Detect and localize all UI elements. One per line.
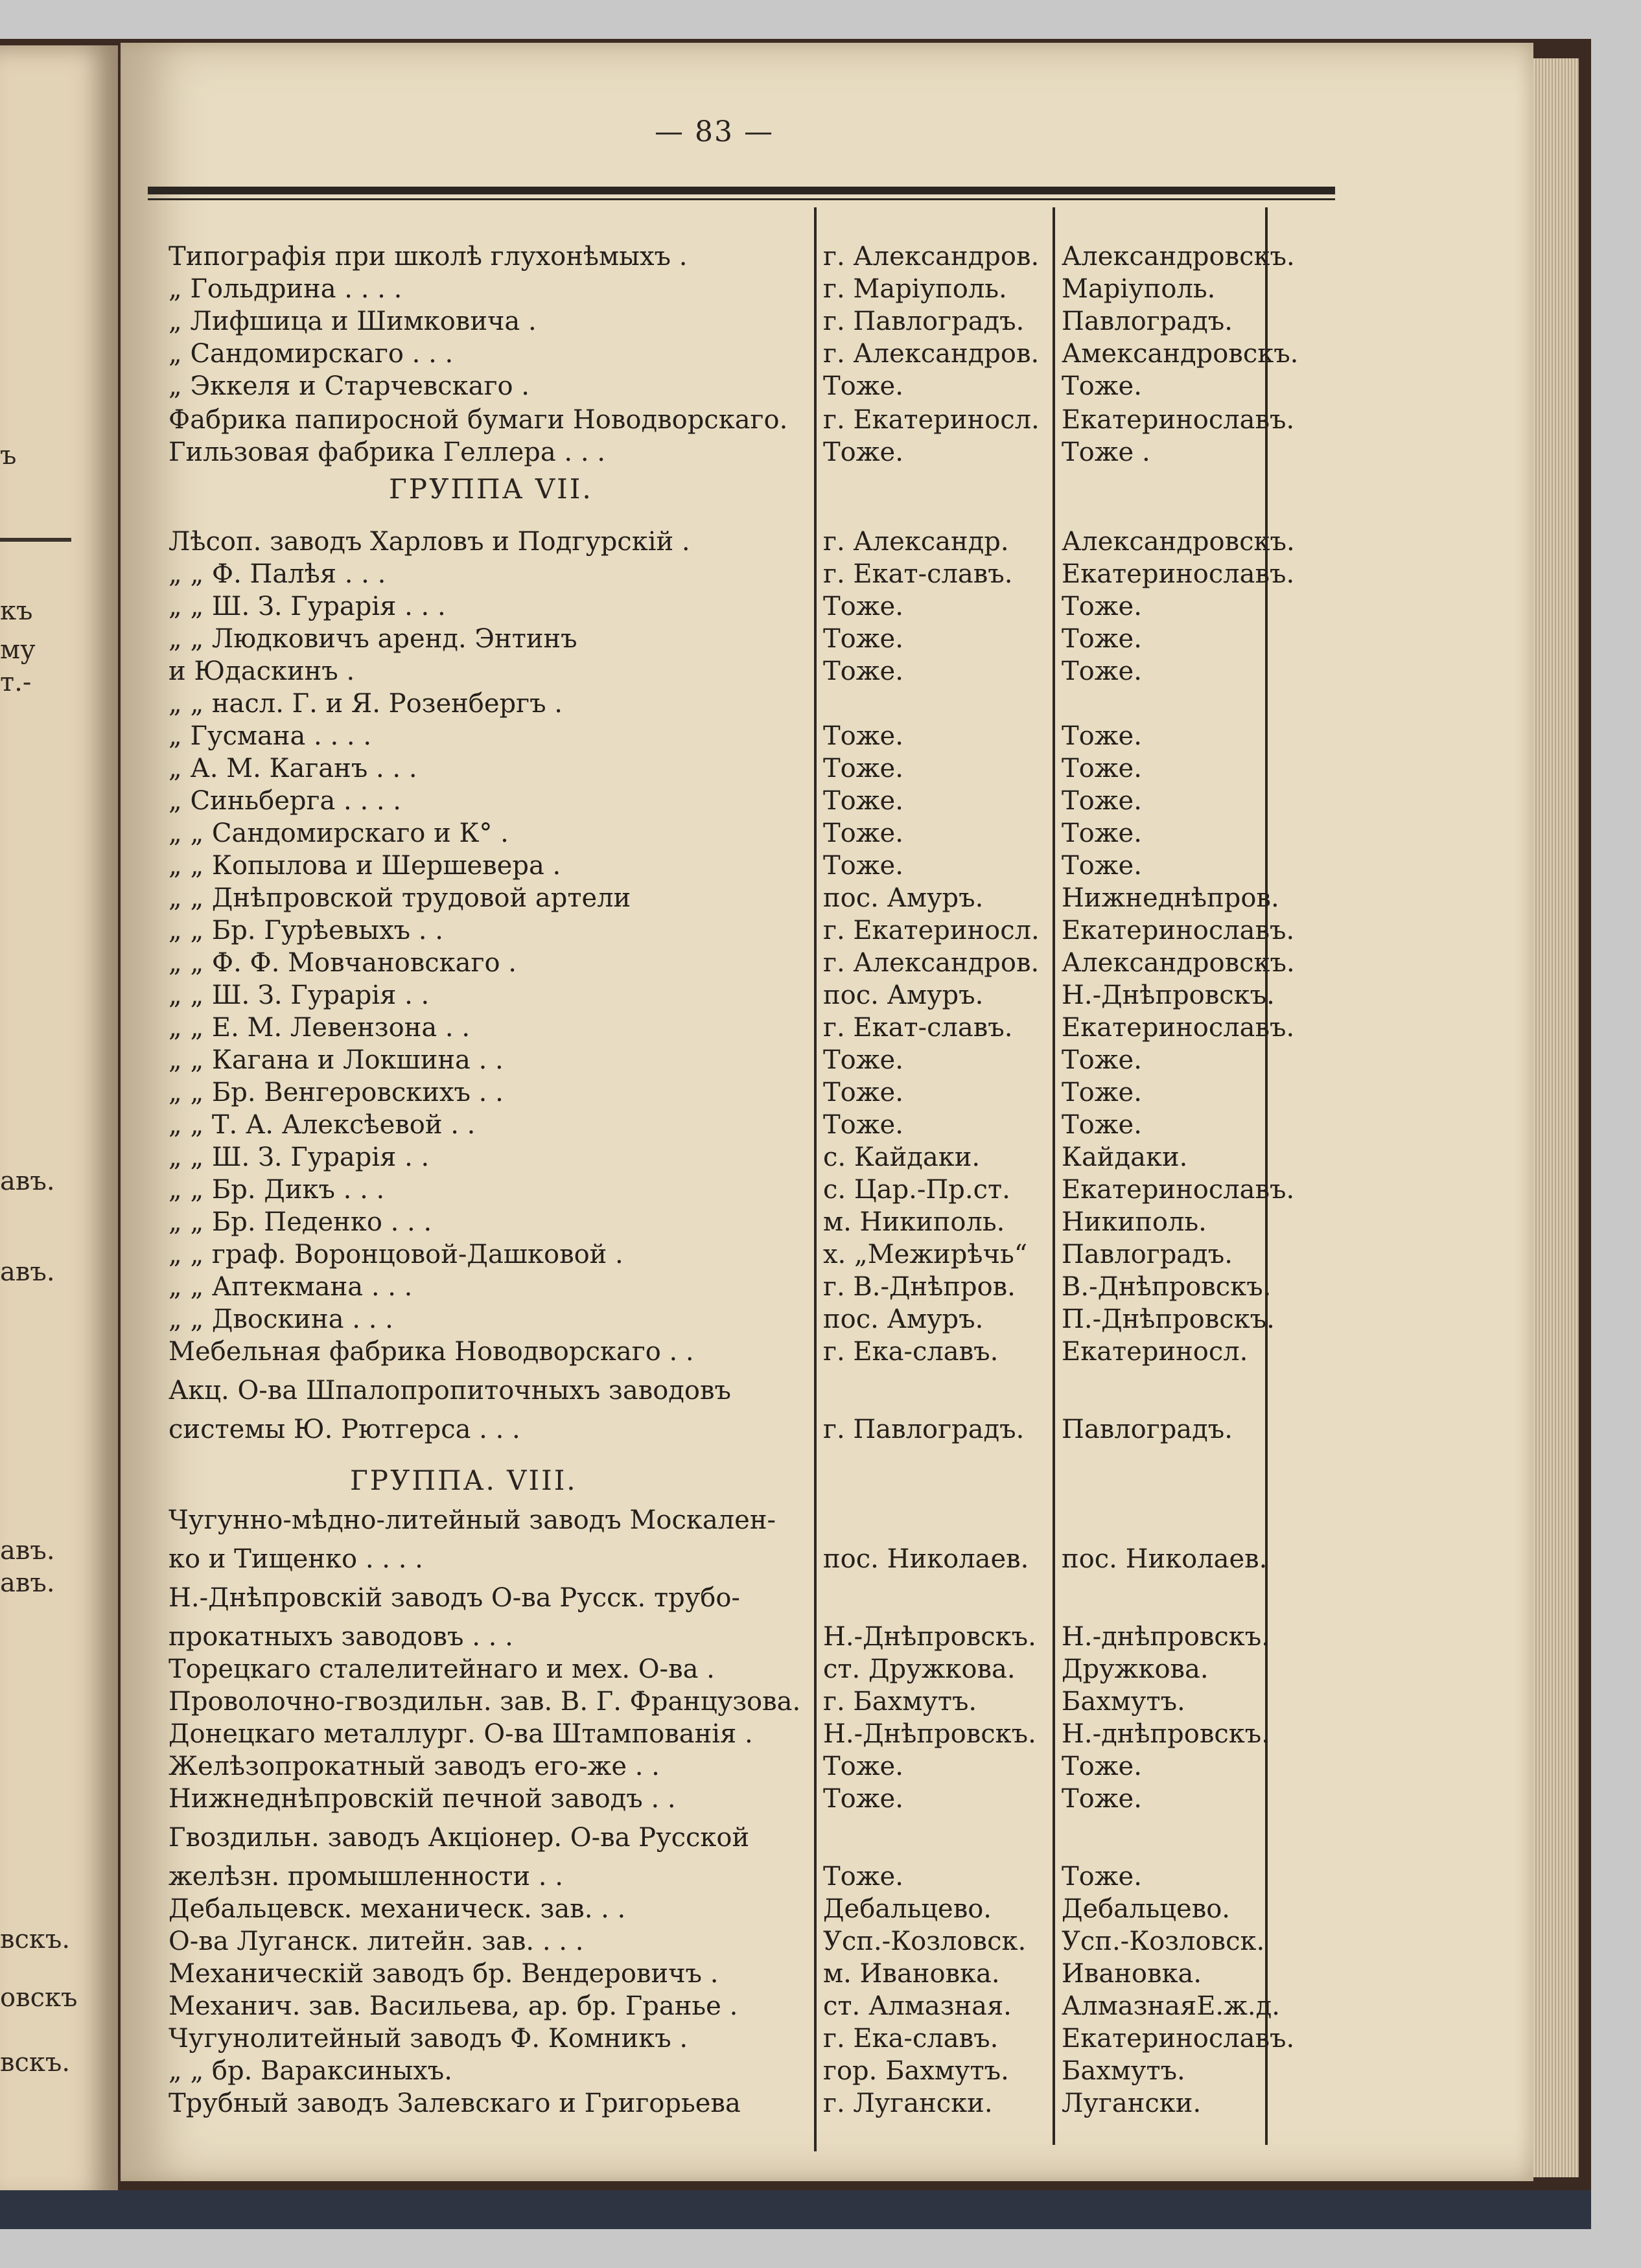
table-cell-district: Тоже. (1062, 624, 1142, 654)
table-cell-district: Екатеринославъ. (1062, 559, 1295, 589)
table-cell-location: м. Никиполь. (823, 1207, 1005, 1237)
table-cell-district: В.-Днѣпровскъ. (1062, 1272, 1272, 1302)
table-cell-location: г. Александров. (823, 948, 1040, 978)
table-cell-district: Кайдаки. (1062, 1142, 1188, 1172)
table-cell-entity-name: „ „ Е. М. Левензона . . (169, 1013, 471, 1043)
table-cell-district: Нижнеднѣпров. (1062, 883, 1279, 913)
table-cell-location: пос. Амуръ. (823, 1304, 984, 1334)
table-cell-entity-name: „ Лифшица и Шимковича . (169, 307, 537, 336)
table-cell-location: Усп.-Козловск. (823, 1927, 1027, 1956)
table-cell-district: Тоже . (1062, 437, 1150, 467)
table-cell-entity-name: и Юдаскинъ . (169, 656, 355, 686)
table-cell-entity-name: Лѣсоп. заводъ Харловъ и Подгурскій . (169, 527, 690, 557)
table-cell-location: Тоже. (823, 437, 903, 467)
table-cell-district: Н.-Днѣпровскъ. (1062, 980, 1275, 1010)
table-cell-location: пос. Николаев. (823, 1544, 1029, 1574)
table-cell-district: Тоже. (1062, 754, 1142, 783)
table-cell-entity-name: „ Гольдрина . . . . (169, 274, 402, 304)
table-cell-district: Екатеринославъ. (1062, 2024, 1295, 2054)
table-cell-location: ст. Дружкова. (823, 1654, 1016, 1684)
table-cell-entity-name: Фабрика папиросной бумаги Новодворскаго. (169, 405, 788, 435)
table-cell-district: Бахмутъ. (1062, 2056, 1185, 2086)
table-cell-location: Тоже. (823, 851, 903, 881)
table-cell-location: г. Лугански. (823, 2089, 993, 2118)
table-cell-entity-name: Мебельная фабрика Новодворскаго . . (169, 1337, 694, 1367)
table-cell-district: Маріуполь. (1062, 274, 1216, 304)
table-cell-entity-name: Дебальцевск. механическ. зав. . . (169, 1894, 626, 1924)
table-cell-district: Амександровскъ. (1062, 339, 1299, 369)
table-cell-location: г. Маріуполь. (823, 274, 1007, 304)
table-cell-entity-name: Трубный заводъ Залевскаго и Григорьева (169, 2089, 741, 2118)
table-cell-district: Тоже. (1062, 371, 1142, 401)
book-cloth (0, 2190, 1591, 2229)
table-cell-location: Н.-Днѣпровскъ. (823, 1719, 1036, 1749)
table-cell-district: Екатеринославъ. (1062, 1175, 1295, 1205)
table-cell-entity-name: „ „ Двоскина . . . (169, 1304, 393, 1334)
left-fragment: овскъ (0, 1983, 78, 2013)
table-cell-entity-name: „ „ граф. Воронцовой-Дашковой . (169, 1240, 623, 1269)
table-cell-location: с. Кайдаки. (823, 1142, 981, 1172)
table-cell-entity-name: „ „ Бр. Гурѣевыхъ . . (169, 916, 443, 945)
table-cell-location: г. Екат-славъ. (823, 1013, 1013, 1043)
table-cell-entity-name: „ „ Ф. Палѣя . . . (169, 559, 386, 589)
table-cell-district: Тоже. (1062, 1078, 1142, 1107)
table-cell-entity-name: прокатныхъ заводовъ . . . (169, 1622, 513, 1652)
table-cell-district: Екатериносл. (1062, 1337, 1248, 1367)
table-cell-entity-name: Механич. зав. Васильева, ар. бр. Гранье . (169, 1991, 738, 2021)
table-cell-entity-name: „ „ Сандомирскаго и К° . (169, 818, 509, 848)
header-rule (148, 187, 1335, 194)
left-fragment: ъ (0, 441, 17, 470)
table-cell-district: П.-Днѣпровскъ. (1062, 1304, 1275, 1334)
table-cell-district: пос. Николаев. (1062, 1544, 1268, 1574)
table-cell-district: Екатеринославъ. (1062, 916, 1295, 945)
table-cell-district: Тоже. (1062, 1862, 1142, 1892)
table-cell-location: Тоже. (823, 721, 903, 751)
table-cell-location: Тоже. (823, 786, 903, 816)
table-cell-entity-name: Механическій заводъ бр. Вендеровичъ . (169, 1959, 719, 1989)
table-cell-district: Тоже. (1062, 851, 1142, 881)
group-7-heading: ГРУППА VII. (389, 473, 593, 505)
table-cell-location: м. Ивановка. (823, 1959, 1000, 1989)
table-cell-entity-name: Типографія при школѣ глухонѣмыхъ . (169, 242, 688, 272)
column-divider-1 (814, 207, 817, 2151)
left-fragment: му (0, 635, 36, 665)
table-cell-district: Дружкова. (1062, 1654, 1209, 1684)
table-cell-entity-name: „ „ Кагана и Локшина . . (169, 1045, 504, 1075)
table-cell-entity-name: „ „ Бр. Дикъ . . . (169, 1175, 385, 1205)
table-cell-entity-name: „ „ Копылова и Шершевера . (169, 851, 561, 881)
table-cell-district: Никиполь. (1062, 1207, 1207, 1237)
table-cell-location: Тоже. (823, 1862, 903, 1892)
table-cell-entity-name: Желѣзопрокатный заводъ его-же . . (169, 1752, 660, 1781)
table-cell-district: Усп.-Козловск. (1062, 1927, 1265, 1956)
table-cell-location: г. Александров. (823, 339, 1040, 369)
table-cell-location: Тоже. (823, 371, 903, 401)
table-cell-entity-name: „ Синьберга . . . . (169, 786, 402, 816)
table-cell-district: Тоже. (1062, 1045, 1142, 1075)
table-cell-entity-name: Гвоздильн. заводъ Акціонер. О-ва Русской (169, 1823, 750, 1853)
table-cell-district: Дебальцево. (1062, 1894, 1231, 1924)
table-cell-district: Тоже. (1062, 721, 1142, 751)
table-cell-location: пос. Амуръ. (823, 883, 984, 913)
table-cell-entity-name: системы Ю. Рютгерса . . . (169, 1415, 520, 1444)
table-cell-location: Дебальцево. (823, 1894, 992, 1924)
table-cell-district: Лугански. (1062, 2089, 1202, 2118)
table-cell-location: Тоже. (823, 592, 903, 621)
table-cell-entity-name: „ Эккеля и Старчевскаго . (169, 371, 530, 401)
left-fragment: т.- (0, 667, 32, 697)
table-cell-entity-name: Акц. О-ва Шпалопропиточныхъ заводовъ (169, 1376, 731, 1406)
table-cell-entity-name: „ „ Днѣпровской трудовой артели (169, 883, 631, 913)
left-fragment: авъ. (0, 1536, 55, 1566)
table-cell-district: Н.-днѣпровскъ. (1062, 1719, 1270, 1749)
table-cell-district: Александровскъ. (1062, 527, 1295, 557)
left-page-edge (0, 45, 118, 2203)
table-cell-entity-name: „ „ Т. А. Алексѣевой . . (169, 1110, 476, 1140)
table-cell-location: г. Бахмутъ. (823, 1687, 977, 1717)
table-cell-entity-name: ко и Тищенко . . . . (169, 1544, 423, 1574)
table-cell-district: Александровскъ. (1062, 242, 1295, 272)
left-fragment: къ (0, 596, 33, 626)
table-cell-entity-name: Торецкаго сталелитейнаго и мех. О-ва . (169, 1654, 715, 1684)
left-fragment: вскъ. (0, 1925, 71, 1954)
table-cell-entity-name: Проволочно-гвоздильн. зав. В. Г. Французова. (169, 1687, 801, 1717)
table-cell-entity-name: Донецкаго металлург. О-ва Штампованія . (169, 1719, 753, 1749)
table-cell-entity-name: „ А. М. Каганъ . . . (169, 754, 417, 783)
table-cell-location: пос. Амуръ. (823, 980, 984, 1010)
table-cell-district: Екатеринославъ. (1062, 405, 1295, 435)
table-cell-district: Н.-днѣпровскъ. (1062, 1622, 1270, 1652)
table-cell-district: Александровскъ. (1062, 948, 1295, 978)
table-cell-location: г. Александр. (823, 527, 1009, 557)
column-divider-2 (1053, 207, 1055, 2145)
table-cell-district: Бахмутъ. (1062, 1687, 1185, 1717)
table-cell-entity-name: „ „ бр. Варакcиныхъ. (169, 2056, 452, 2086)
left-fragment: авъ. (0, 1257, 55, 1287)
table-cell-district: Екатеринославъ. (1062, 1013, 1295, 1043)
table-cell-entity-name: Гильзовая фабрика Геллера . . . (169, 437, 606, 467)
table-cell-district: Тоже. (1062, 1752, 1142, 1781)
table-cell-entity-name: „ „ Бр. Венгеровскихъ . . (169, 1078, 504, 1107)
table-cell-location: г. Екатериносл. (823, 405, 1040, 435)
table-cell-entity-name: „ Сандомирскаго . . . (169, 339, 454, 369)
table-cell-entity-name: Н.-Днѣпровскій заводъ О-ва Русск. трубо- (169, 1583, 740, 1613)
table-cell-location: г. Екатериносл. (823, 916, 1040, 945)
table-cell-district: Павлоградъ. (1062, 1415, 1233, 1444)
left-fragment: авъ. (0, 1166, 55, 1196)
table-cell-location: г. Ека-славъ. (823, 1337, 999, 1367)
table-cell-entity-name: желѣзн. промышленности . . (169, 1862, 563, 1892)
table-cell-location: Н.-Днѣпровскъ. (823, 1622, 1036, 1652)
table-cell-location: Тоже. (823, 754, 903, 783)
table-cell-district: Ивановка. (1062, 1959, 1202, 1989)
left-rule (0, 538, 71, 542)
table-cell-district: Тоже. (1062, 786, 1142, 816)
table-cell-location: г. Александров. (823, 242, 1040, 272)
left-fragment: авъ. (0, 1568, 55, 1598)
table-cell-location: с. Цар.-Пр.ст. (823, 1175, 1010, 1205)
table-cell-entity-name: Нижнеднѣпровскій печной заводъ . . (169, 1784, 676, 1814)
table-cell-location: Тоже. (823, 1078, 903, 1107)
table-cell-entity-name: „ „ Ш. З. Гурарія . . (169, 1142, 430, 1172)
table-cell-entity-name: Чугунолитейный заводъ Ф. Комникъ . (169, 2024, 688, 2054)
table-cell-entity-name: Чугунно-мѣдно-литейный заводъ Москален- (169, 1505, 776, 1535)
table-cell-location: Тоже. (823, 1752, 903, 1781)
table-cell-entity-name: „ „ Ш. З. Гурарія . . (169, 980, 430, 1010)
table-cell-location: Тоже. (823, 1784, 903, 1814)
table-cell-entity-name: „ „ Аптекмана . . . (169, 1272, 413, 1302)
table-cell-entity-name: „ Гусмана . . . . (169, 721, 372, 751)
table-cell-location: г. Екат-славъ. (823, 559, 1013, 589)
table-cell-district: Павлоградъ. (1062, 307, 1233, 336)
table-cell-entity-name: „ „ Людковичъ аренд. Энтинъ (169, 624, 577, 654)
table-cell-location: гор. Бахмутъ. (823, 2056, 1009, 2086)
table-cell-location: г. В.-Днѣпров. (823, 1272, 1016, 1302)
table-cell-location: Тоже. (823, 818, 903, 848)
page-number: — 83 — (655, 115, 774, 148)
table-cell-district: Павлоградъ. (1062, 1240, 1233, 1269)
header-rule-thin (148, 198, 1335, 200)
table-cell-location: Тоже. (823, 624, 903, 654)
table-cell-location: Тоже. (823, 1045, 903, 1075)
table-cell-location: г. Павлоградъ. (823, 1415, 1025, 1444)
table-cell-entity-name: „ „ Ф. Ф. Мовчановскаго . (169, 948, 517, 978)
table-cell-district: АлмазнаяЕ.ж.д. (1062, 1991, 1280, 2021)
group-8-heading: ГРУППА. VIII. (350, 1464, 577, 1496)
table-cell-entity-name: О-ва Луганск. литейн. зав. . . . (169, 1927, 584, 1956)
table-cell-location: х. „Межирѣчь“ (823, 1240, 1028, 1269)
table-cell-district: Тоже. (1062, 818, 1142, 848)
left-fragment: вскъ. (0, 2048, 71, 2077)
table-cell-location: Тоже. (823, 656, 903, 686)
table-cell-location: г. Ека-славъ. (823, 2024, 999, 2054)
table-cell-district: Тоже. (1062, 656, 1142, 686)
page-edges (1533, 58, 1579, 2177)
table-cell-district: Тоже. (1062, 592, 1142, 621)
table-cell-district: Тоже. (1062, 1784, 1142, 1814)
table-cell-district: Тоже. (1062, 1110, 1142, 1140)
table-cell-location: Тоже. (823, 1110, 903, 1140)
table-cell-location: г. Павлоградъ. (823, 307, 1025, 336)
table-cell-location: ст. Алмазная. (823, 1991, 1012, 2021)
table-cell-entity-name: „ „ насл. Г. и Я. Розенбергъ . (169, 689, 563, 719)
table-cell-entity-name: „ „ Ш. З. Гурарія . . . (169, 592, 446, 621)
table-cell-entity-name: „ „ Бр. Педенко . . . (169, 1207, 432, 1237)
